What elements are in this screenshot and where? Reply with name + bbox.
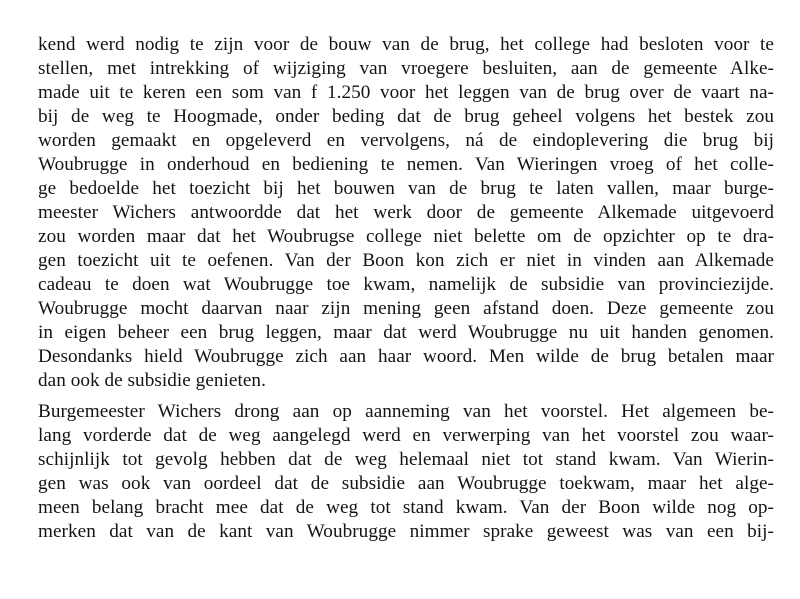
text-line: merken dat van de kant van Woubrugge nimmer sprake geweest was van een bij- bbox=[38, 521, 774, 542]
text-line: Woubrugge mocht daarvan naar zijn mening geen afstand doen. Deze gemeente zou bbox=[38, 298, 774, 319]
text-line: gen toezicht uit te oefenen. Van der Boon kon zich er niet in vinden aan Alkemade bbox=[38, 250, 774, 271]
text-line: Desondanks hield Woubrugge zich aan haar woord. Men wilde de brug betalen maar bbox=[38, 346, 774, 367]
text-line: meen belang bracht mee dat de weg tot stand kwam. Van der Boon wilde nog op- bbox=[38, 497, 774, 518]
text-line: lang vorderde dat de weg aangelegd werd en verwerping van het voorstel zou waar- bbox=[38, 425, 774, 446]
text-line: dan ook de subsidie genieten. bbox=[38, 370, 266, 391]
text-line: worden gemaakt en opgeleverd en vervolgens, ná de eindoplevering die brug bij bbox=[38, 130, 774, 151]
text-line: in eigen beheer een brug leggen, maar dat werd Woubrugge nu uit handen genomen. bbox=[38, 322, 774, 343]
text-line: cadeau te doen wat Woubrugge toe kwam, namelijk de subsidie van provinciezijde. bbox=[38, 274, 774, 295]
text-line: stellen, met intrekking of wijziging van vroegere besluiten, aan de gemeente Alke- bbox=[38, 58, 774, 79]
text-line: Burgemeester Wichers drong aan op aanneming van het voorstel. Het algemeen be- bbox=[38, 401, 774, 422]
text-line: gen was ook van oordeel dat de subsidie aan Woubrugge toekwam, maar het alge- bbox=[38, 473, 774, 494]
text-line: made uit te keren een som van f 1.250 voor het leggen van de brug over de vaart na- bbox=[38, 82, 774, 103]
text-line: ge bedoelde het toezicht bij het bouwen van de brug te laten vallen, maar burge- bbox=[38, 178, 774, 199]
text-line: kend werd nodig te zijn voor de bouw van de brug, het college had besloten voor te bbox=[38, 34, 774, 55]
text-line: schijnlijk tot gevolg hebben dat de weg helemaal niet tot stand kwam. Van Wierin- bbox=[38, 449, 774, 470]
text-line: bij de weg te Hoogmade, onder beding dat de brug geheel volgens het bestek zou bbox=[38, 106, 774, 127]
text-line: zou worden maar dat het Woubrugse college niet belette om de opzichter op te dra- bbox=[38, 226, 774, 247]
text-line: meester Wichers antwoordde dat het werk door de gemeente Alkemade uitgevoerd bbox=[38, 202, 774, 223]
text-line: Woubrugge in onderhoud en bediening te nemen. Van Wieringen vroeg of het colle- bbox=[38, 154, 774, 175]
